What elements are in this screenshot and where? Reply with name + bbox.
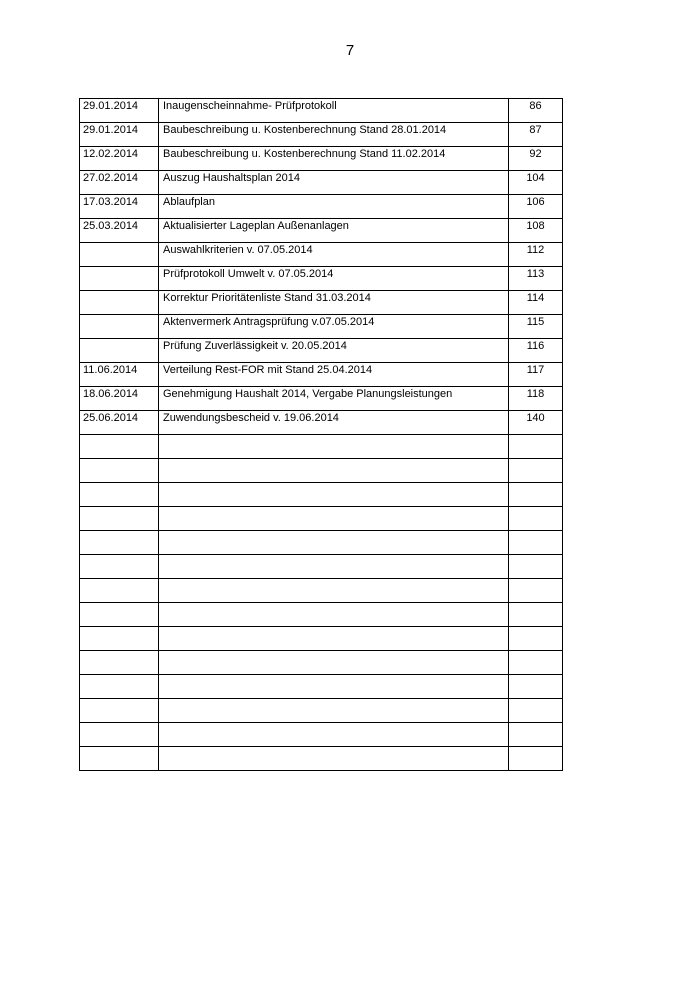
date-cell-text: 18.06.2014: [83, 388, 139, 400]
description-cell: [159, 555, 509, 579]
page-cell: [509, 603, 563, 627]
date-cell: [80, 723, 159, 747]
description-cell-text: [163, 459, 504, 460]
date-cell-text: [83, 627, 154, 628]
page-cell-text: [513, 507, 558, 508]
table-row: [80, 147, 563, 171]
description-cell: [159, 627, 509, 651]
description-cell-text: Auszug Haushaltsplan 2014: [163, 172, 300, 184]
page-cell-text: 86: [529, 100, 542, 112]
page-cell-text: [513, 459, 558, 460]
date-cell: [80, 195, 159, 219]
table-row: [80, 627, 563, 651]
table-row: [80, 699, 563, 723]
table-row: [80, 171, 563, 195]
date-cell: [80, 219, 159, 243]
date-cell-text: [83, 243, 154, 244]
date-cell-text: [83, 555, 154, 556]
table-row: [80, 123, 563, 147]
page-cell: [509, 411, 563, 435]
date-cell-text: [83, 579, 154, 580]
description-cell: [159, 507, 509, 531]
page-cell-text: 117: [526, 364, 545, 376]
page-cell-text: 113: [526, 268, 545, 280]
page-cell: [509, 627, 563, 651]
page-cell: [509, 363, 563, 387]
table-row: [80, 555, 563, 579]
page-cell-text: 112: [526, 244, 545, 256]
date-cell-text: [83, 267, 154, 268]
date-cell: [80, 483, 159, 507]
table-row: [80, 435, 563, 459]
page-cell: [509, 243, 563, 267]
page-cell-text: 115: [526, 316, 545, 328]
date-cell: [80, 747, 159, 771]
description-cell: [159, 747, 509, 771]
description-cell-text: Inaugenscheinnahme- Prüfprotokoll: [163, 100, 337, 112]
description-cell-text: [163, 699, 504, 700]
page-cell-text: [513, 579, 558, 580]
date-cell: [80, 411, 159, 435]
description-cell-text: Aktualisierter Lageplan Außenanlagen: [163, 220, 349, 232]
table-row: [80, 339, 563, 363]
date-cell-text: 29.01.2014: [83, 124, 139, 136]
page-cell-text: 106: [526, 196, 545, 208]
description-cell-text: Korrektur Prioritätenliste Stand 31.03.2014: [163, 292, 371, 304]
date-cell-text: [83, 651, 154, 652]
date-cell-text: 25.03.2014: [83, 220, 139, 232]
date-cell-text: [83, 723, 154, 724]
description-cell: [159, 699, 509, 723]
description-cell: [159, 459, 509, 483]
date-cell: [80, 459, 159, 483]
page-cell: [509, 747, 563, 771]
page-cell-text: [513, 627, 558, 628]
date-cell: [80, 147, 159, 171]
page-cell: [509, 459, 563, 483]
description-cell-text: Aktenvermerk Antragsprüfung v.07.05.2014: [163, 316, 375, 328]
page-cell: [509, 267, 563, 291]
page-cell-text: 104: [526, 172, 545, 184]
table-row: [80, 579, 563, 603]
page-cell-text: [513, 603, 558, 604]
page-cell-text: [513, 483, 558, 484]
date-cell-text: [83, 531, 154, 532]
date-cell-text: [83, 675, 154, 676]
description-cell-text: [163, 435, 504, 436]
table-row: [80, 483, 563, 507]
table-row: [80, 219, 563, 243]
page-cell-text: 114: [526, 292, 545, 304]
table-row: [80, 531, 563, 555]
date-cell-text: 27.02.2014: [83, 172, 139, 184]
page-cell: [509, 123, 563, 147]
page-cell: [509, 531, 563, 555]
description-cell: [159, 531, 509, 555]
description-cell-text: Baubeschreibung u. Kostenberechnung Stand 28.01.2014: [163, 124, 447, 136]
page-cell-text: [513, 675, 558, 676]
date-cell: [80, 339, 159, 363]
page-cell: [509, 291, 563, 315]
description-cell-text: Prüfung Zuverlässigkeit v. 20.05.2014: [163, 340, 347, 352]
document-index-table: [79, 98, 563, 771]
table-row: [80, 195, 563, 219]
description-cell-text: [163, 555, 504, 556]
date-cell-text: [83, 699, 154, 700]
description-cell-text: [163, 747, 504, 748]
date-cell: [80, 363, 159, 387]
page-cell-text: [513, 747, 558, 748]
page-cell-text: 116: [526, 340, 545, 352]
table-row: [80, 747, 563, 771]
date-cell: [80, 435, 159, 459]
date-cell-text: [83, 315, 154, 316]
page-cell: [509, 147, 563, 171]
description-cell-text: Baubeschreibung u. Kostenberechnung Stand 11.02.2014: [163, 148, 446, 160]
description-cell: [159, 171, 509, 195]
description-cell: [159, 387, 509, 411]
page-cell-text: [513, 531, 558, 532]
page-cell-text: 140: [526, 412, 545, 424]
description-cell: [159, 651, 509, 675]
page-cell: [509, 699, 563, 723]
date-cell: [80, 627, 159, 651]
description-cell-text: [163, 627, 504, 628]
table-row: [80, 651, 563, 675]
description-cell-text: Prüfprotokoll Umwelt v. 07.05.2014: [163, 268, 334, 280]
date-cell-text: [83, 435, 154, 436]
table-row: [80, 723, 563, 747]
page-cell: [509, 219, 563, 243]
table-row: [80, 291, 563, 315]
description-cell: [159, 267, 509, 291]
page-cell-text: 87: [529, 124, 542, 136]
date-cell: [80, 267, 159, 291]
page-cell: [509, 171, 563, 195]
description-cell-text: [163, 507, 504, 508]
description-cell: [159, 315, 509, 339]
page-cell: [509, 315, 563, 339]
page-number: 7: [345, 42, 355, 59]
page-cell-text: 118: [526, 388, 545, 400]
description-cell-text: Genehmigung Haushalt 2014, Vergabe Planungsleistungen: [163, 388, 453, 400]
date-cell: [80, 243, 159, 267]
description-cell-text: [163, 579, 504, 580]
date-cell: [80, 315, 159, 339]
description-cell-text: [163, 603, 504, 604]
description-cell: [159, 195, 509, 219]
date-cell-text: [83, 339, 154, 340]
date-cell-text: [83, 603, 154, 604]
page-cell-text: [513, 555, 558, 556]
description-cell: [159, 123, 509, 147]
date-cell-text: 25.06.2014: [83, 412, 139, 424]
date-cell-text: [83, 483, 154, 484]
description-cell-text: [163, 675, 504, 676]
table-row: [80, 459, 563, 483]
date-cell: [80, 603, 159, 627]
page-cell-text: 108: [526, 220, 545, 232]
page-cell-text: 92: [529, 148, 542, 160]
description-cell-text: Verteilung Rest-FOR mit Stand 25.04.2014: [163, 364, 373, 376]
date-cell: [80, 171, 159, 195]
description-cell: [159, 147, 509, 171]
date-cell-text: 17.03.2014: [83, 196, 139, 208]
page-cell-text: [513, 651, 558, 652]
description-cell-text: [163, 723, 504, 724]
page-cell: [509, 483, 563, 507]
page-cell: [509, 555, 563, 579]
date-cell-text: 29.01.2014: [83, 100, 139, 112]
table-row: [80, 315, 563, 339]
date-cell: [80, 123, 159, 147]
table-row: [80, 243, 563, 267]
description-cell-text: Zuwendungsbescheid v. 19.06.2014: [163, 412, 339, 424]
date-cell: [80, 531, 159, 555]
description-cell-text: Ablaufplan: [163, 196, 215, 208]
date-cell: [80, 675, 159, 699]
date-cell-text: [83, 507, 154, 508]
description-cell-text: [163, 531, 504, 532]
date-cell: [80, 651, 159, 675]
page-cell-text: [513, 435, 558, 436]
date-cell: [80, 507, 159, 531]
page-cell: [509, 651, 563, 675]
description-cell: [159, 435, 509, 459]
table-row: [80, 363, 563, 387]
table-row: [80, 507, 563, 531]
description-cell: [159, 603, 509, 627]
date-cell-text: [83, 459, 154, 460]
date-cell: [80, 699, 159, 723]
page-cell: [509, 195, 563, 219]
date-cell: [80, 555, 159, 579]
description-cell: [159, 291, 509, 315]
page-cell: [509, 99, 563, 123]
description-cell: [159, 339, 509, 363]
description-cell: [159, 411, 509, 435]
description-cell: [159, 243, 509, 267]
page-cell: [509, 435, 563, 459]
description-cell-text: [163, 483, 504, 484]
page-cell: [509, 507, 563, 531]
table-row: [80, 267, 563, 291]
table-row: [80, 99, 563, 123]
date-cell-text: [83, 291, 154, 292]
date-cell-text: 11.06.2014: [83, 364, 138, 376]
table-row: [80, 387, 563, 411]
table-row: [80, 411, 563, 435]
page-cell-text: [513, 699, 558, 700]
description-cell: [159, 483, 509, 507]
page-cell: [509, 579, 563, 603]
description-cell-text: [163, 651, 504, 652]
description-cell: [159, 723, 509, 747]
page-cell: [509, 675, 563, 699]
table-body: [80, 99, 563, 771]
date-cell: [80, 99, 159, 123]
description-cell: [159, 363, 509, 387]
date-cell-text: [83, 747, 154, 748]
description-cell: [159, 579, 509, 603]
description-cell: [159, 219, 509, 243]
date-cell: [80, 579, 159, 603]
date-cell-text: 12.02.2014: [83, 148, 139, 160]
table-row: [80, 603, 563, 627]
date-cell: [80, 291, 159, 315]
page-cell: [509, 387, 563, 411]
table-row: [80, 675, 563, 699]
date-cell: [80, 387, 159, 411]
description-cell: [159, 99, 509, 123]
page-cell: [509, 339, 563, 363]
description-cell-text: Auswahlkriterien v. 07.05.2014: [163, 244, 313, 256]
page-cell-text: [513, 723, 558, 724]
description-cell: [159, 675, 509, 699]
page-cell: [509, 723, 563, 747]
